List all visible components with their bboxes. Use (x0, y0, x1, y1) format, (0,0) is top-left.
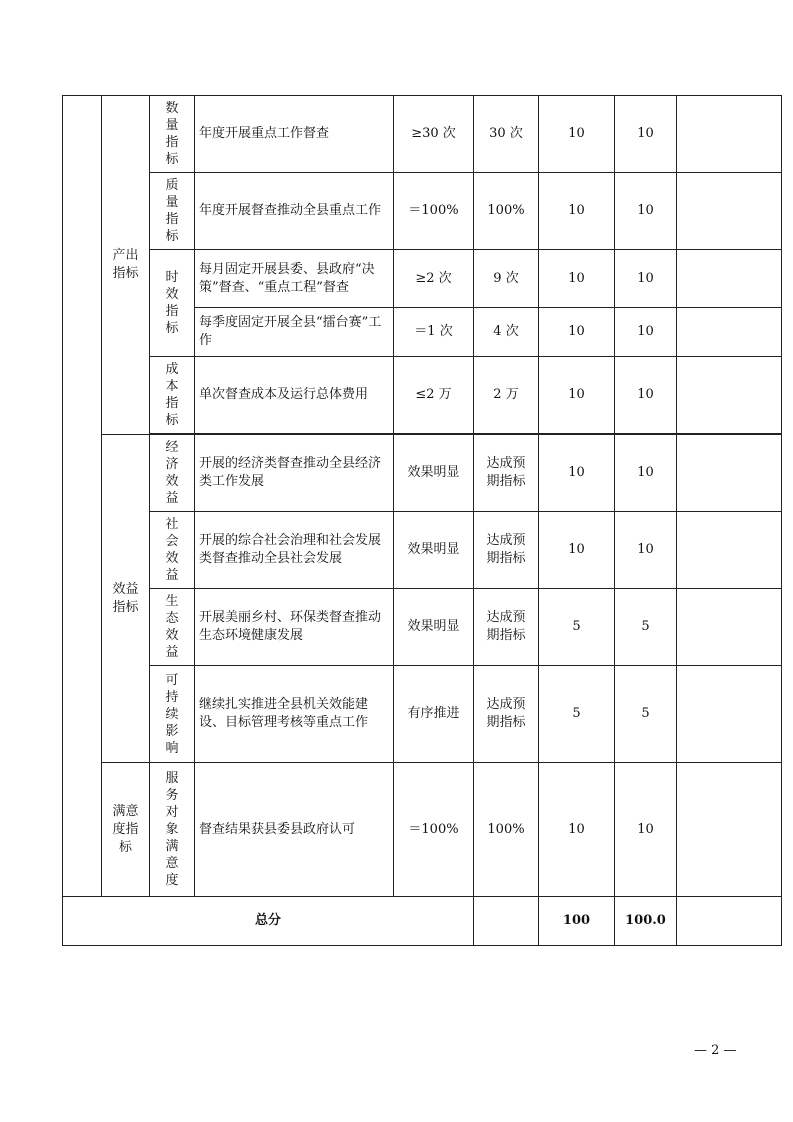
weight-value: 10 (539, 763, 615, 897)
score-value: 5 (615, 666, 677, 763)
indicator-content: 每季度固定开展全县“擂台赛”工作 (195, 308, 394, 357)
sub-indicator (150, 173, 195, 250)
target-value: 效果明显 (394, 435, 474, 512)
category-satisfaction (102, 763, 150, 897)
actual-value: 100% (474, 173, 539, 250)
weight-value: 10 (539, 512, 615, 589)
page-number: — 2 — (694, 1043, 737, 1058)
indicator-content: 每月固定开展县委、县政府“决策”督查、“重点工程”督查 (195, 250, 394, 308)
indicator-content: 督查结果获县委县政府认可 (195, 763, 394, 897)
score-value: 10 (615, 250, 677, 308)
actual-value: 4 次 (474, 308, 539, 357)
sub-indicator (150, 96, 195, 173)
sub-indicator-label: 生态效益 (165, 594, 179, 660)
sub-indicator-label: 社会效益 (165, 517, 179, 583)
weight-value: 5 (539, 589, 615, 666)
actual-value: 2 万 (474, 357, 539, 434)
note-cell (677, 512, 782, 589)
indicator-content: 年度开展重点工作督查 (195, 96, 394, 173)
total-weight: 100 (539, 897, 615, 946)
table-row (63, 250, 782, 308)
target-value: ＝100% (394, 173, 474, 250)
indicator-content: 年度开展督查推动全县重点工作 (195, 173, 394, 250)
actual-value: 100% (474, 763, 539, 897)
sub-indicator-label: 可持续影响 (165, 672, 179, 756)
sub-indicator-label: 质量指标 (165, 178, 179, 244)
total-row (63, 897, 782, 946)
table-row (63, 96, 782, 173)
category-label: 效益指标 (112, 581, 139, 615)
score-value: 10 (615, 308, 677, 357)
target-value: 效果明显 (394, 512, 474, 589)
sub-indicator (150, 763, 195, 897)
total-blank-cell (474, 897, 539, 946)
performance-table (62, 95, 782, 946)
sub-indicator (150, 250, 195, 357)
note-cell (677, 666, 782, 763)
indicator-content: 开展的综合社会治理和社会发展类督查推动全县社会发展 (195, 512, 394, 589)
sub-indicator (150, 512, 195, 589)
table-row (63, 763, 782, 897)
indicator-content: 开展美丽乡村、环保类督查推动生态环境健康发展 (195, 589, 394, 666)
weight-value: 10 (539, 96, 615, 173)
note-cell (677, 435, 782, 512)
score-value: 10 (615, 357, 677, 434)
target-value: ＝1 次 (394, 308, 474, 357)
note-cell (677, 308, 782, 357)
actual-value: 9 次 (474, 250, 539, 308)
target-value: ＝100% (394, 763, 474, 897)
actual-value (474, 435, 539, 512)
actual-value (474, 589, 539, 666)
sub-indicator (150, 357, 195, 434)
indicator-content: 继续扎实推进全县机关效能建设、目标管理考核等重点工作 (195, 666, 394, 763)
sub-indicator (150, 666, 195, 763)
total-score: 100.0 (615, 897, 677, 946)
note-cell (677, 96, 782, 173)
note-cell (677, 357, 782, 434)
actual-value-text: 达成预期指标 (486, 533, 526, 566)
score-value: 10 (615, 763, 677, 897)
target-value: ≥2 次 (394, 250, 474, 308)
sub-indicator (150, 589, 195, 666)
total-note-cell (677, 897, 782, 946)
score-value: 10 (615, 435, 677, 512)
actual-value (474, 666, 539, 763)
note-cell (677, 589, 782, 666)
actual-value (474, 512, 539, 589)
total-label: 总分 (63, 897, 474, 946)
weight-value: 10 (539, 308, 615, 357)
actual-value-text: 达成预期指标 (486, 610, 526, 643)
target-value: 有序推进 (394, 666, 474, 763)
target-value: 效果明显 (394, 589, 474, 666)
category-output (102, 96, 150, 435)
weight-value: 10 (539, 435, 615, 512)
target-value: ≤2 万 (394, 357, 474, 434)
category-label: 满意度指标 (112, 803, 139, 855)
category-label: 产出指标 (112, 248, 139, 281)
note-cell (677, 763, 782, 897)
sub-indicator-label: 时效指标 (165, 270, 179, 336)
level1-blank-cell (63, 96, 102, 897)
sub-indicator (150, 435, 195, 512)
score-value: 10 (615, 173, 677, 250)
weight-value: 10 (539, 250, 615, 308)
indicator-content: 开展的经济类督查推动全县经济类工作发展 (195, 435, 394, 512)
table-row (63, 357, 782, 434)
target-value: ≥30 次 (394, 96, 474, 173)
score-value: 10 (615, 512, 677, 589)
actual-value: 30 次 (474, 96, 539, 173)
indicator-content: 单次督查成本及运行总体费用 (195, 357, 394, 434)
table-row (63, 512, 782, 589)
score-value: 10 (615, 96, 677, 173)
score-value: 5 (615, 589, 677, 666)
sub-indicator-label: 成本指标 (165, 362, 179, 428)
weight-value: 5 (539, 666, 615, 763)
note-cell (677, 250, 782, 308)
table-row (63, 173, 782, 250)
weight-value: 10 (539, 173, 615, 250)
table-row (63, 435, 782, 512)
table-row (63, 589, 782, 666)
actual-value-text: 达成预期指标 (486, 697, 526, 730)
sub-indicator-label: 服务对象满意度 (165, 771, 179, 888)
sub-indicator-label: 数量指标 (165, 101, 179, 167)
sub-indicator-label: 经济效益 (165, 440, 179, 506)
note-cell (677, 173, 782, 250)
table-row (63, 666, 782, 763)
category-benefit (102, 435, 150, 763)
actual-value-text: 达成预期指标 (486, 456, 526, 489)
weight-value: 10 (539, 357, 615, 434)
